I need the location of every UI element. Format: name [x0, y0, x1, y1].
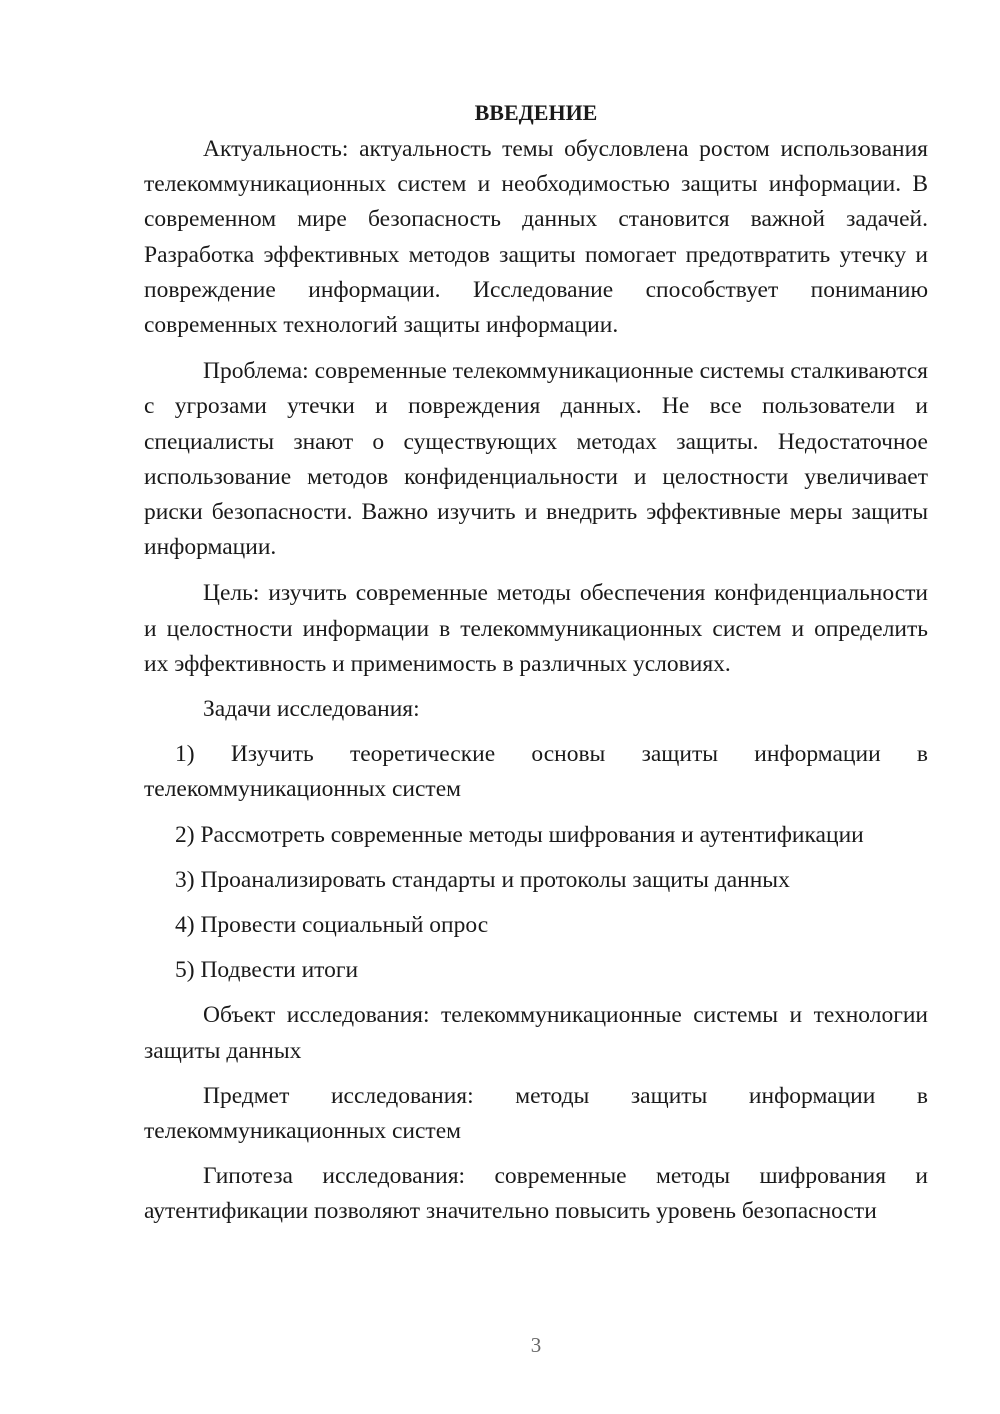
list-item: 3) Проанализировать стандарты и протоколы защиты данных: [175, 866, 790, 893]
problem-paragraph: Проблема: современные телекоммуникационные системы сталкиваются с угрозами утечки и повреждения данных. Не все пользователи и специалисты знают о существующих методах защиты. Недостаточное использование методов конфиденциальности и целостности увеличивает риски безопасности. Важно изучить и внедрить эффективные меры защиты информации.: [144, 358, 928, 561]
list-item: 1) Изучить теоретические основы защиты информации в телекоммуникационных систем: [144, 741, 928, 803]
page-title: ВВЕДЕНИЕ: [474, 100, 598, 125]
page-content: [144, 92, 928, 1230]
subject-paragraph: Предмет исследования: методы защиты информации в телекоммуникационных систем: [144, 1082, 928, 1145]
object-paragraph: Объект исследования: телекоммуникационные системы и технологии защиты данных: [144, 1002, 928, 1064]
list-item: 2) Рассмотреть современные методы шифрования и аутентификации: [175, 821, 864, 848]
page-number: 3: [530, 1333, 542, 1357]
relevance-paragraph: Актуальность: актуальность темы обусловлена ростом использования телекоммуникационных систем и необходимостью защиты информации. В современном мире безопасность данных становится важной задачей. Разработка эффективных методов защиты помогает предотвратить утечку и повреждение информации. Исследование способствует пониманию современных технологий защиты информации.: [144, 136, 928, 339]
list-item: 4) Провести социальный опрос: [175, 912, 489, 939]
list-item: 5) Подвести итоги: [175, 957, 359, 984]
tasks-list: [144, 737, 928, 988]
hypothesis-paragraph: Гипотеза исследования: современные методы шифрования и аутентификации позволяют значительно повысить уровень безопасности: [144, 1163, 928, 1225]
tasks-heading: Задачи исследования:: [203, 696, 420, 723]
goal-paragraph: Цель: изучить современные методы обеспечения конфиденциальности и целостности информации в телекоммуникационных систем и определить их эффективность и применимость в различных условиях.: [144, 580, 928, 677]
